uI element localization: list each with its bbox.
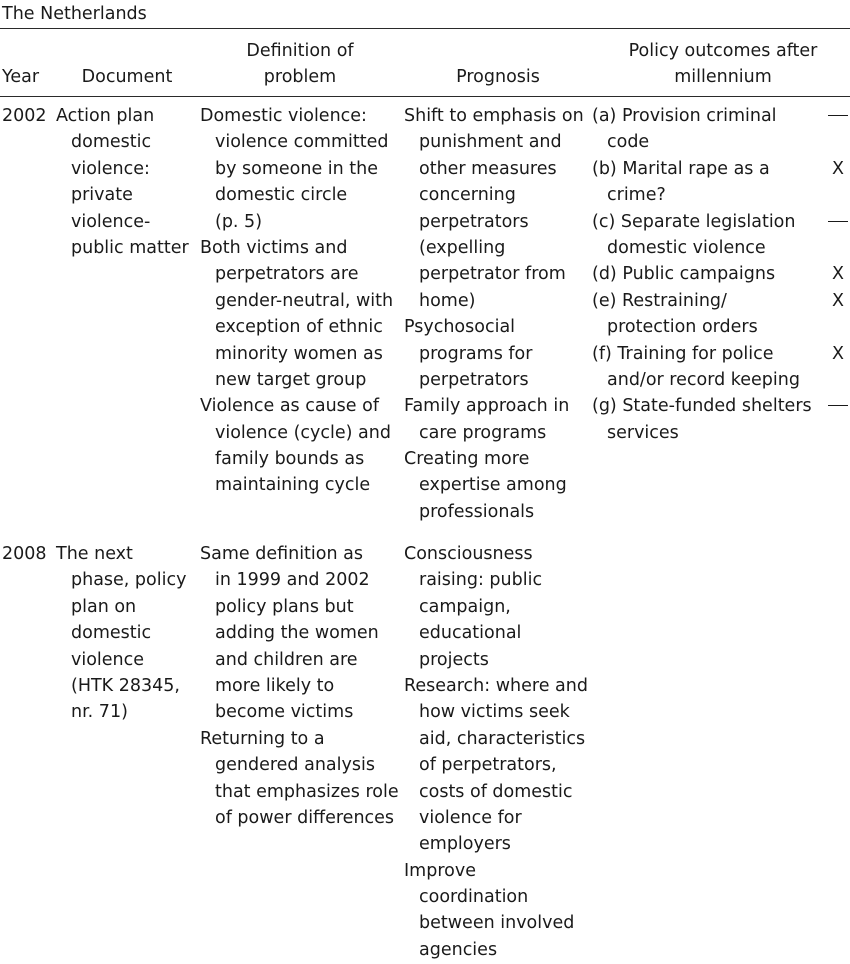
cell-line: maintaining cycle	[215, 475, 371, 496]
cell-line: aid, characteristics	[419, 728, 586, 749]
cell-line: The next	[56, 544, 133, 564]
cell-line: between involved	[419, 913, 575, 934]
cell-line: protection orders	[607, 317, 758, 338]
dash-line	[828, 221, 848, 222]
x-mark: X	[832, 158, 844, 179]
cell-line: Improve	[404, 860, 476, 881]
cell-line: home)	[419, 290, 476, 311]
cell-line: and children are	[215, 649, 358, 670]
x-mark: X	[832, 343, 844, 364]
top-rule	[0, 28, 850, 29]
cell-line: Returning to a	[200, 728, 325, 749]
cell-line: new target group	[215, 369, 367, 390]
cell-line: programs for	[419, 343, 533, 364]
header-policy-line2: millennium	[674, 67, 772, 87]
cell-line: domestic	[71, 132, 152, 153]
row-2008-prognosis	[404, 541, 588, 963]
cell-line: by someone in the	[215, 158, 379, 179]
cell-line: policy plans but	[215, 596, 354, 617]
cell-line: violence:	[71, 158, 150, 179]
cell-line: domestic circle	[215, 185, 348, 206]
cell-line: Same definition as	[200, 544, 363, 564]
cell-line: gender-neutral, with	[215, 290, 394, 311]
header-prognosis: Prognosis	[456, 67, 540, 87]
header-year: Year	[2, 67, 40, 87]
cell-line: violence-	[71, 211, 151, 232]
cell-line: Consciousness	[404, 544, 533, 564]
cell-line: Psychosocial	[404, 317, 516, 338]
cell-line: punishment and	[419, 132, 562, 153]
cell-line: care programs	[419, 422, 547, 443]
header-rule	[0, 96, 850, 97]
dash-mark	[826, 393, 850, 419]
cell-line: gendered analysis	[215, 755, 375, 776]
row-2002-year: 2002	[2, 106, 47, 126]
cell-line: Research: where and	[404, 675, 588, 696]
cell-line: coordination	[419, 887, 529, 908]
cell-line: Both victims and	[200, 237, 348, 258]
cell-line: educational	[419, 623, 522, 644]
header-definition-line1: Definition of	[246, 41, 354, 61]
cell-line: (a) Provision criminal	[592, 106, 777, 126]
cell-line: Shift to emphasis on	[404, 106, 584, 126]
cell-line: services	[607, 422, 679, 443]
cell-line: domestic violence	[607, 237, 766, 258]
x-mark: X	[832, 290, 844, 311]
cell-line: perpetrators are	[215, 264, 359, 285]
cell-line: become victims	[215, 702, 354, 723]
row-2002-policy	[592, 103, 812, 446]
cell-line: family bounds as	[215, 449, 365, 470]
dash-mark	[826, 103, 850, 129]
cell-line: (HTK 28345,	[71, 675, 180, 696]
cell-line: in 1999 and 2002	[215, 570, 370, 591]
cell-line: agencies	[419, 939, 498, 960]
header-definition-line2: problem	[263, 67, 337, 87]
cell-line: nr. 71)	[71, 702, 128, 723]
cell-line: concerning	[419, 185, 516, 206]
cell-line: adding the women	[215, 623, 379, 644]
cell-line: costs of domestic	[419, 781, 573, 802]
cell-line: employers	[419, 834, 511, 855]
cell-line: that emphasizes role	[215, 781, 399, 802]
cell-line: how victims seek	[419, 702, 570, 723]
cell-line: (g) State-funded shelters	[592, 396, 812, 417]
cell-line: professionals	[419, 501, 535, 522]
cell-line: exception of ethnic	[215, 317, 383, 338]
cell-line: minority women as	[215, 343, 383, 364]
header-document: Document	[81, 67, 173, 87]
cell-line: code	[607, 132, 650, 153]
table-title: The Netherlands	[2, 4, 147, 24]
cell-line: expertise among	[419, 475, 567, 496]
cell-line: (p. 5)	[215, 211, 263, 232]
cell-line: domestic	[71, 623, 152, 644]
dash-line	[828, 115, 848, 116]
cell-line: Creating more	[404, 449, 530, 470]
dash-line	[828, 405, 848, 406]
cell-line: Violence as cause of	[200, 396, 379, 417]
cell-line: (expelling	[419, 237, 506, 258]
dash-mark	[826, 209, 850, 235]
row-2008-year: 2008	[2, 544, 47, 564]
row-2008-definition	[200, 541, 399, 831]
cell-line: of power differences	[215, 807, 395, 828]
cell-line: public matter	[71, 237, 189, 258]
cell-line: perpetrators	[419, 369, 529, 390]
cell-line: perpetrators	[419, 211, 529, 232]
cell-line: Action plan	[56, 106, 155, 126]
cell-line: private	[71, 185, 133, 206]
row-2008-document	[56, 541, 186, 726]
cell-line: crime?	[607, 185, 666, 206]
cell-line: violence	[71, 649, 145, 670]
cell-line: perpetrator from	[419, 264, 566, 285]
cell-line: projects	[419, 649, 489, 670]
cell-line: of perpetrators,	[419, 755, 557, 776]
cell-line: (f) Training for police	[592, 343, 774, 364]
row-2002-document	[56, 103, 189, 261]
x-mark: X	[832, 264, 844, 285]
cell-line: Domestic violence:	[200, 106, 367, 126]
cell-line: and/or record keeping	[607, 369, 800, 390]
cell-line: plan on	[71, 596, 137, 617]
cell-line: Family approach in	[404, 396, 570, 417]
cell-line: other measures	[419, 158, 557, 179]
cell-line: raising: public	[419, 570, 543, 591]
cell-line: violence for	[419, 807, 522, 828]
cell-line: (b) Marital rape as a	[592, 158, 770, 179]
cell-line: violence committed	[215, 132, 389, 153]
cell-line: phase, policy	[71, 570, 187, 591]
cell-line: (d) Public campaigns	[592, 264, 776, 285]
header-policy-line1: Policy outcomes after	[628, 41, 818, 61]
cell-line: (e) Restraining/	[592, 290, 727, 311]
cell-line: campaign,	[419, 596, 511, 617]
cell-line: more likely to	[215, 675, 335, 696]
row-2002-definition	[200, 103, 393, 499]
row-2002-prognosis	[404, 103, 584, 525]
cell-line: (c) Separate legislation	[592, 211, 796, 232]
cell-line: violence (cycle) and	[215, 422, 391, 443]
